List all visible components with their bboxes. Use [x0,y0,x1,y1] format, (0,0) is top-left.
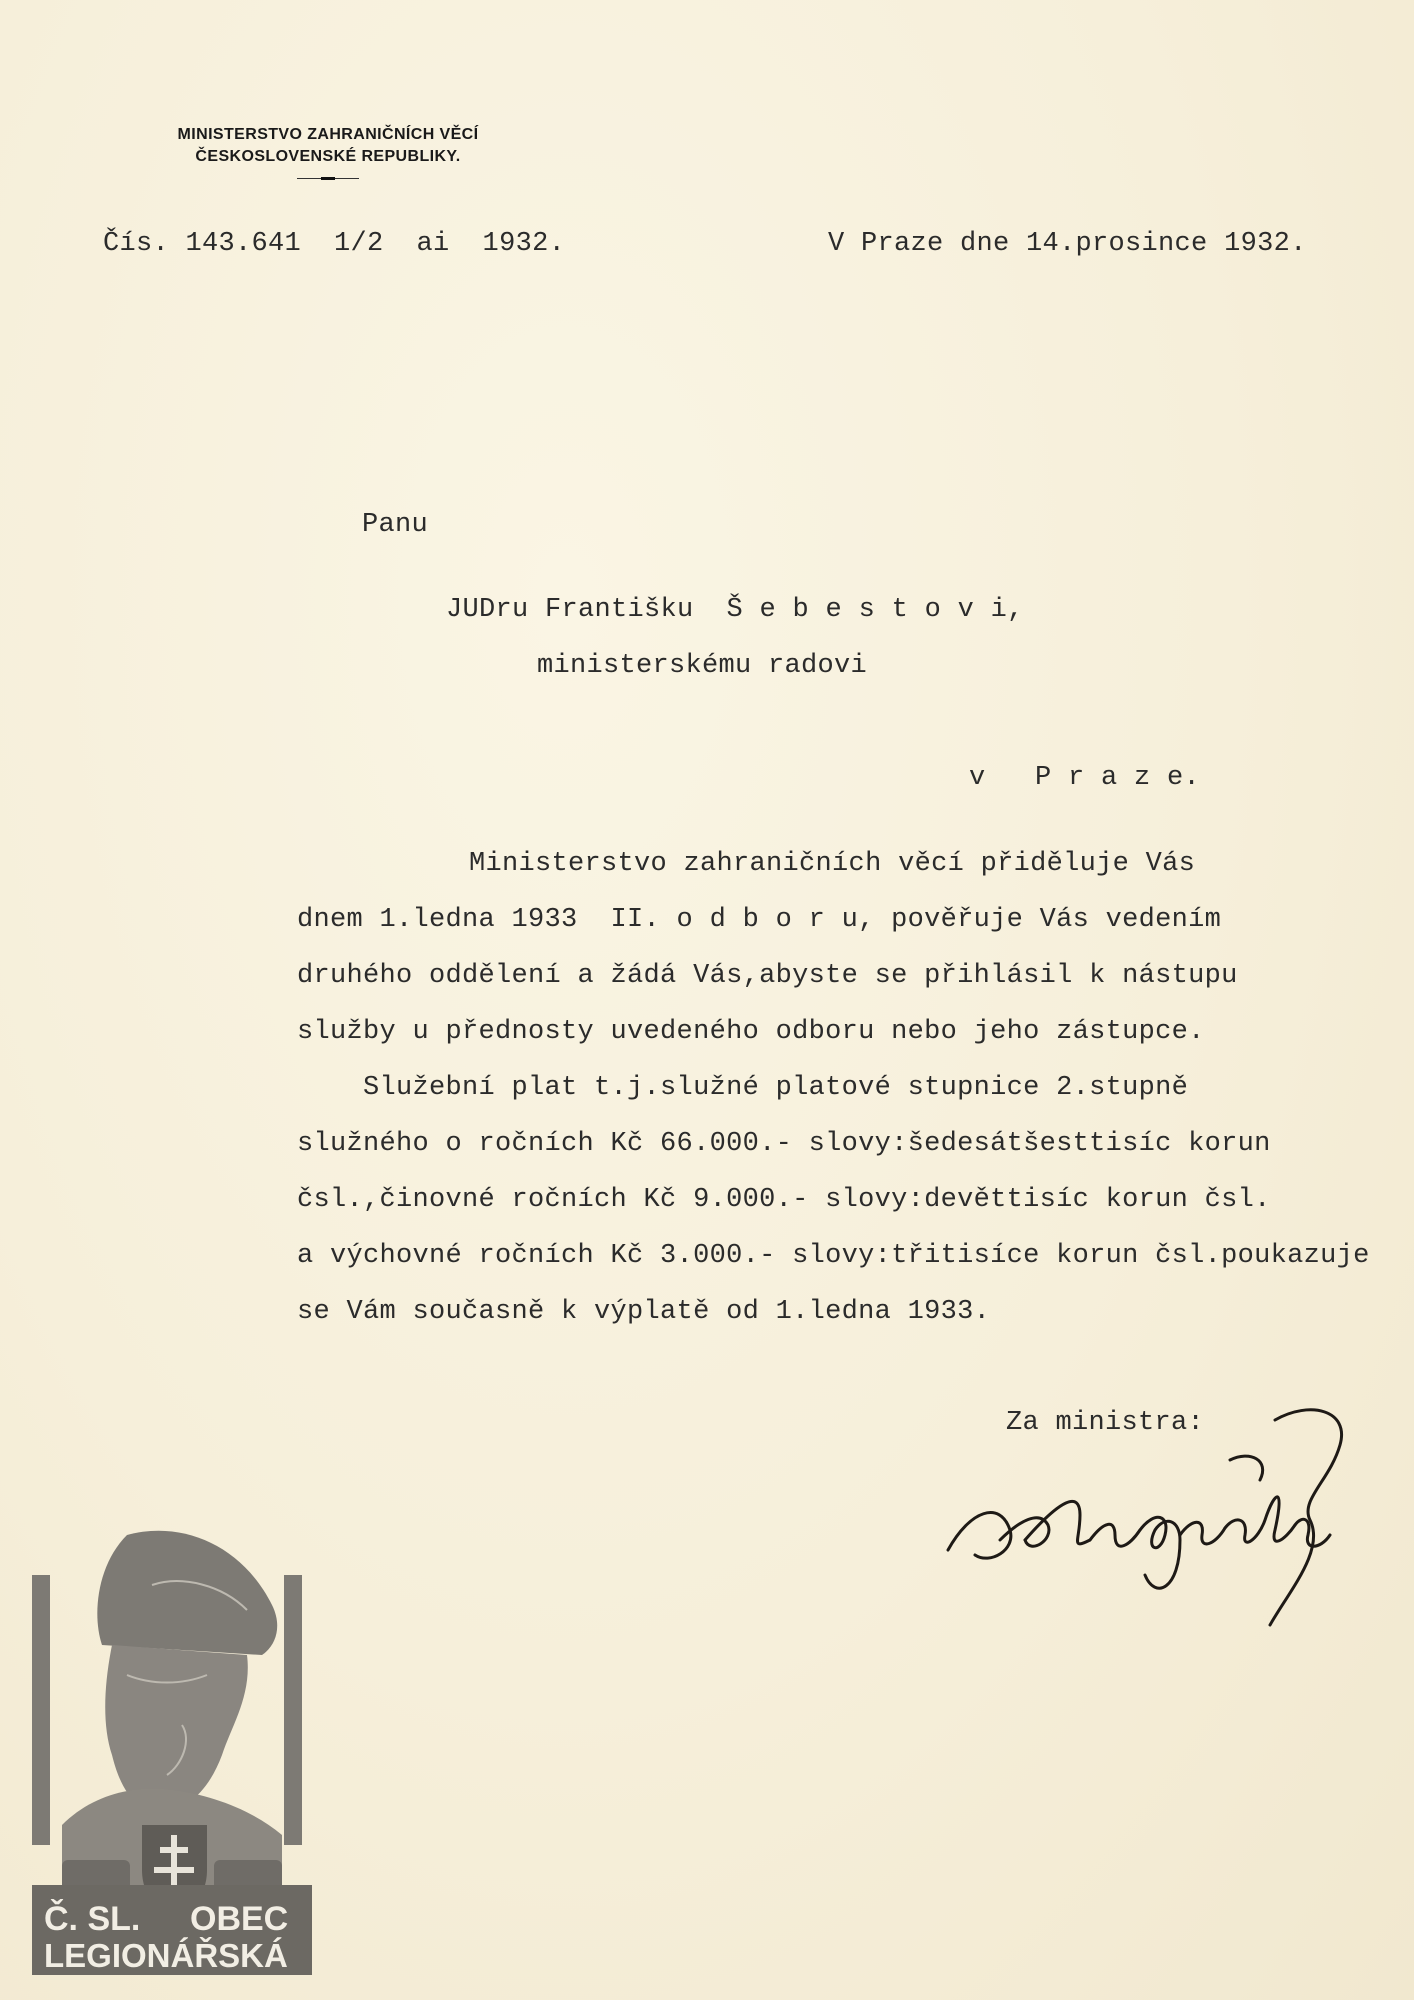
body-line: dnem 1.ledna 1933 II. o d b o r u, pověřuje Vás vedením [297,905,1222,935]
body-line: druhého oddělení a žádá Vás,abyste se přihlásil k nástupu [297,961,1238,991]
letterhead-ministry: MINISTERSTVO ZAHRANIČNÍCH VĚCÍ [177,126,479,143]
salutation: Panu [362,510,429,540]
addressee-name: JUDru Františku Š e b e s t o v i, [446,595,1024,625]
emblem-face [105,1645,248,1811]
body-line: Ministerstvo zahraničních věcí přiděluje Vás [469,849,1196,879]
addressee-title: ministerskému radovi [537,651,868,681]
body-line: se Vám současně k výplatě od 1.ledna 1933. [297,1297,991,1327]
signature [930,1390,1390,1640]
place-date: V Praze dne 14.prosince 1932. [828,229,1307,259]
emblem-text-legionarska: LEGIONÁŘSKÁ [44,1937,288,1974]
emblem-text-csl: Č. SL. [44,1900,141,1938]
emblem-text-obec: OBEC [190,1900,289,1938]
body-line: služného o ročních Kč 66.000.- slovy:šedesátšesttisíc korun [297,1129,1271,1159]
reference-number: Čís. 143.641 1/2 ai 1932. [103,229,566,259]
body-line: služby u přednosty uvedeného odboru nebo jeho zástupce. [297,1017,1205,1047]
legion-emblem [32,1525,312,1975]
addressee-city: v P r a z e. [969,763,1201,793]
body-line: čsl.,činovné ročních Kč 9.000.- slovy:devěttisíc korun čsl. [297,1185,1271,1215]
body-line: Služební plat t.j.služné platové stupnice 2.stupně [297,1073,1189,1103]
letterhead [118,124,538,180]
letterhead-republic: ČESKOSLOVENSKÉ REPUBLIKY. [195,148,461,165]
emblem-right-bar [284,1575,302,1845]
emblem-left-bar [32,1575,50,1845]
emblem-helmet [97,1531,277,1655]
for-minister-label: Za ministra: [1006,1408,1205,1438]
body-line: a výchovné ročních Kč 3.000.- slovy:třitisíce korun čsl.poukazuje [297,1241,1370,1271]
letterhead-divider [297,178,359,180]
